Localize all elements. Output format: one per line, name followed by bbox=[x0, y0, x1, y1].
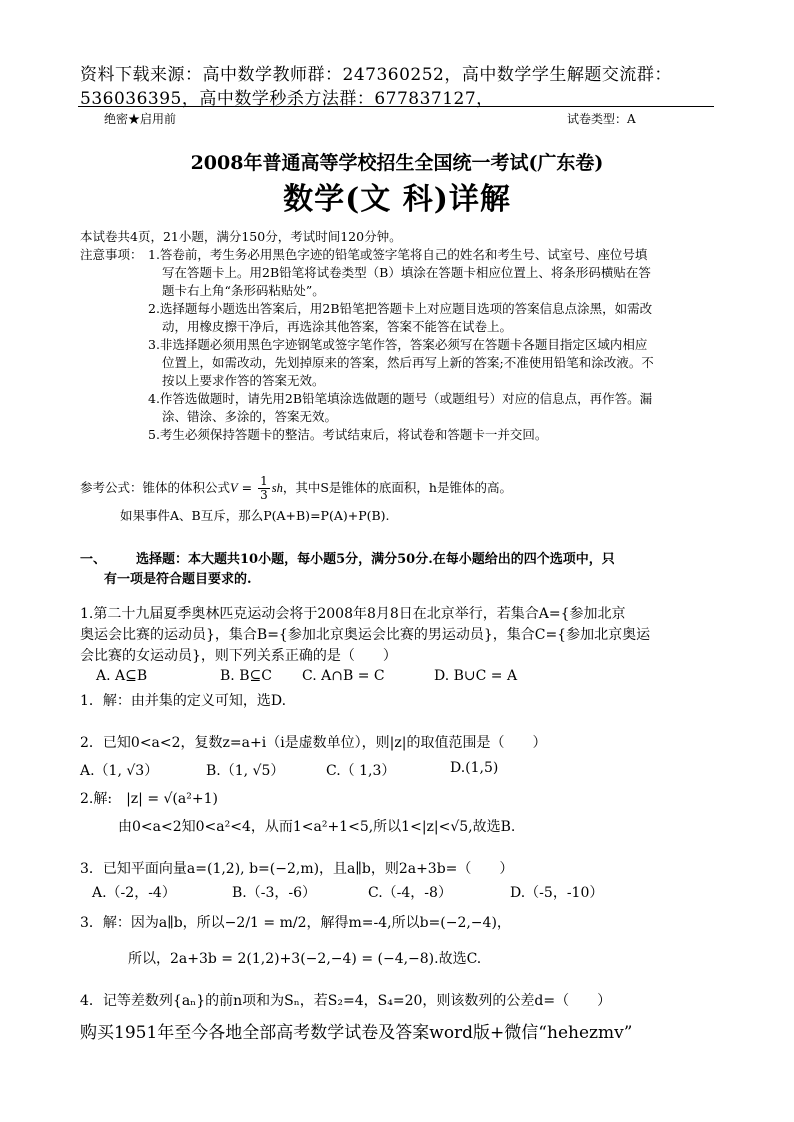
q3-answer-line1: 3．解：因为a∥b，所以−2/1 = m/2，解得m=-4,所以b=(−2,−4)， bbox=[80, 915, 511, 931]
question-4-stem: 4．记等差数列{aₙ}的前n项和为Sₙ，若S₂=4，S₄=20，则该数列的公差d=（ ） bbox=[80, 993, 612, 1009]
q3-option-c: C.（-4，-8） bbox=[368, 885, 452, 901]
q1-option-b: B. B⊆C bbox=[220, 668, 272, 684]
q3-option-d: D.（-5，-10） bbox=[510, 885, 604, 901]
one-third-fraction: $\frac{1}{3}$ bbox=[260, 474, 268, 502]
secret-mark: 绝密★启用前 bbox=[104, 112, 177, 126]
question-3-stem: 3．已知平面向量a=(1,2), b=(−2,m)，且a∥b，则2a+3b=（ ） bbox=[80, 861, 514, 877]
q2-answer-line1: 2.解: |z| = √(a²+1) bbox=[80, 791, 218, 807]
probability-formula: 如果事件A、B互斥，那么P(A+B)=P(A)+P(B). bbox=[120, 508, 390, 523]
source-banner-line1: 资料下载来源：高中数学教师群：247360252，高中数学学生解题交流群： bbox=[80, 65, 672, 85]
q1-option-c: C. A∩B = C bbox=[302, 668, 385, 684]
subject-title: 数学(文 科)详解 bbox=[283, 182, 511, 217]
purchase-footer: 购买1951年至今各地全部高考数学试卷及答案word版+微信“hehezmv” bbox=[80, 1023, 633, 1043]
header-rule bbox=[78, 106, 714, 107]
notice-label: 注意事项： bbox=[80, 247, 143, 262]
source-banner-line2: 536036395，高中数学秒杀方法群：677837127， bbox=[80, 89, 494, 109]
question-2-stem: 2．已知0<a<2，复数z=a+i（i是虚数单位），则|z|的取值范围是（ ） bbox=[80, 735, 547, 751]
notice-item-1: 1.答卷前，考生务必用黑色字迹的铅笔或签字笔将自己的姓名和考生号、试室号、座位号填 写在答题卡上。用2B铅笔将试卷类型（B）填涂在答题卡相应位置上、将条形码横贴在答 题卡右上角“条形码粘贴处”。 2.选择题每小题选出答案后，用2B铅笔把答题卡上对应题目选项的答案信息点涂黑，如需改 动，用橡皮擦干净后，再选涂其他答案，答案不能答在试卷上。 3.非选择题必须用黑色字迹钢笔或签字笔作答，答案必须写在答题卡各题目指定区域内相应 位置上，如需改动，先划掉原来的答案，然后再写上新的答案;不准使用铅笔和涂改液。不 按以上要求作答的答案无效。 4.作答选做题时，请先用2B铅笔填涂选做题的题号（或题组号）对应的信息点，再作答。漏 涂、错涂、多涂的，答案无效。 5.考生必须保持答题卡的整洁。考试结束后，将试卷和答题卡一并交回。 bbox=[148, 247, 654, 442]
q2-option-b: B.（1, √5） bbox=[206, 763, 285, 779]
paper-type: 试卷类型：A bbox=[567, 112, 636, 126]
section-heading-line1: 选择题：本大题共10小题，每小题5分，满分50分.在每小题给出的四个选项中，只 bbox=[136, 552, 615, 567]
q1-option-a: A. A⊆B bbox=[96, 668, 148, 684]
reference-formula: 参考公式：锥体的体积公式V = $\frac{1}{3}$ sh，其中S是锥体的底面积，h是锥体的高。 bbox=[80, 474, 512, 502]
q2-option-d: D.(1,5) bbox=[450, 760, 499, 776]
q3-option-a: A.（-2，-4） bbox=[92, 885, 176, 901]
exam-title: 2008年普通高等学校招生全国统一考试(广东卷) bbox=[190, 152, 604, 174]
q3-answer-line2: 所以，2a+3b = 2(1,2)+3(−2,−4) = (−4,−8).故选C. bbox=[128, 951, 482, 967]
q2-option-a: A.（1, √3） bbox=[80, 763, 159, 779]
q2-option-c: C.（ 1,3） bbox=[326, 763, 396, 779]
section-number: 一、 bbox=[80, 552, 107, 567]
question-1-stem: 1.第二十九届夏季奥林匹克运动会将于2008年8月8日在北京举行，若集合A={参加北京 奥运会比赛的运动员}，集合B={参加北京奥运会比赛的男运动员}，集合C={参加北京奥运 会比赛的女运动员}，则下列关系正确的是（ ） bbox=[80, 606, 651, 664]
q2-answer-line2: 由0<a<2知0<a²<4，从而1<a²+1<5,所以1<|z|<√5,故选B. bbox=[118, 819, 516, 835]
section-heading-line2: 有一项是符合题目要求的. bbox=[104, 572, 252, 587]
q3-option-b: B.（-3，-6） bbox=[232, 885, 317, 901]
q1-answer: 1．解：由并集的定义可知，选D. bbox=[80, 693, 287, 709]
q1-option-d: D. B∪C = A bbox=[434, 668, 518, 684]
exam-intro: 本试卷共4页，21小题，满分150分，考试时间120分钟。 bbox=[80, 229, 402, 244]
